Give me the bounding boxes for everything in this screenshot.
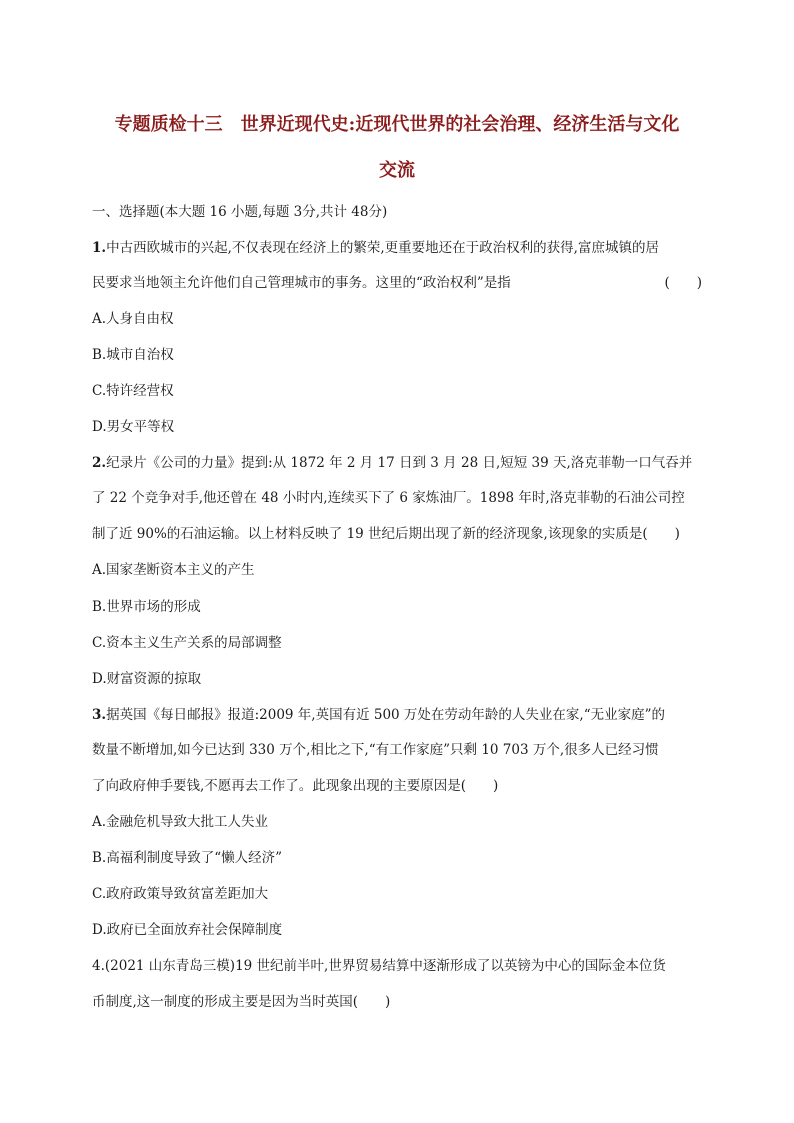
question-1-text-1: 中古西欧城市的兴起,不仅表现在经济上的繁荣,更重要地还在于政治权利的获得,富庶城镇的居 <box>106 240 659 256</box>
question-2-option-a: A.国家垄断资本主义的产生 <box>92 562 255 578</box>
question-4-number: 4. <box>92 958 105 974</box>
question-4-line-2: 币制度,这一制度的形成主要是因为当时英国( ) <box>92 994 391 1010</box>
question-1-option-a: A.人身自由权 <box>92 311 174 327</box>
question-2-option-d: D.财富资源的掠取 <box>92 671 202 687</box>
question-1-line-1 <box>92 238 702 258</box>
question-2-text-1: 纪录片《公司的力量》提到:从 1872 年 2 月 17 日到 3 月 28 日,短短 39 天,洛克菲勒一口气吞并 <box>106 455 693 471</box>
question-1-text-2: 民要求当地领主允许他们自己管理城市的事务。这里的“政治权利”是指 <box>92 275 511 291</box>
question-1-option-d: D.男女平等权 <box>92 419 175 435</box>
question-2-line-1 <box>92 453 702 473</box>
question-2-number: 2. <box>92 455 107 471</box>
question-1-number: 1. <box>92 240 107 256</box>
question-3-option-c: C.政府政策导致贫富差距加大 <box>92 886 269 902</box>
question-1-option-c: C.特许经营权 <box>92 383 174 399</box>
page-title-line-1: 专题质检十三 世界近现代史:近现代世界的社会治理、经济生活与文化 <box>114 114 680 135</box>
question-1-line-2 <box>92 273 702 293</box>
question-3-option-b: B.高福利制度导致了“懒人经济” <box>92 850 283 866</box>
question-1-answer-blank: ( ) <box>664 275 702 291</box>
page-title-line-2: 交流 <box>379 160 415 181</box>
question-3-line-3: 了向政府伸手要钱,不愿再去工作了。此现象出现的主要原因是( ) <box>92 778 499 794</box>
question-4-line-1 <box>92 956 702 976</box>
question-3-option-d: D.政府已全面放弃社会保障制度 <box>92 922 283 938</box>
question-3-number: 3. <box>92 707 107 723</box>
question-2-line-2: 了 22 个竞争对手,他还曾在 48 小时内,连续买下了 6 家炼油厂。1898 年时,洛克菲勒的石油公司控 <box>92 490 685 506</box>
question-1-option-b: B.城市自治权 <box>92 347 174 363</box>
question-4-text-1: (2021 山东青岛三模)19 世纪前半叶,世界贸易结算中逐渐形成了以英镑为中心的国际金本位货 <box>104 958 666 974</box>
question-3-line-2: 数量不断增加,如今已达到 330 万个,相比之下,“有工作家庭”只剩 10 703 万个,很多人已经习惯 <box>92 742 659 758</box>
question-3-option-a: A.金融危机导致大批工人失业 <box>92 814 269 830</box>
question-3-text-1: 据英国《每日邮报》报道:2009 年,英国有近 500 万处在劳动年龄的人失业在家,“无业家庭”的 <box>106 707 666 723</box>
question-2-option-b: B.世界市场的形成 <box>92 599 201 615</box>
question-2-option-c: C.资本主义生产关系的局部调整 <box>92 635 282 651</box>
question-3-line-1 <box>92 705 702 725</box>
question-2-line-3: 制了近 90%的石油运输。以上材料反映了 19 世纪后期出现了新的经济现象,该现象的实质是( ) <box>92 526 680 542</box>
section-heading: 一、选择题(本大题 16 小题,每题 3分,共计 48分) <box>92 204 388 220</box>
